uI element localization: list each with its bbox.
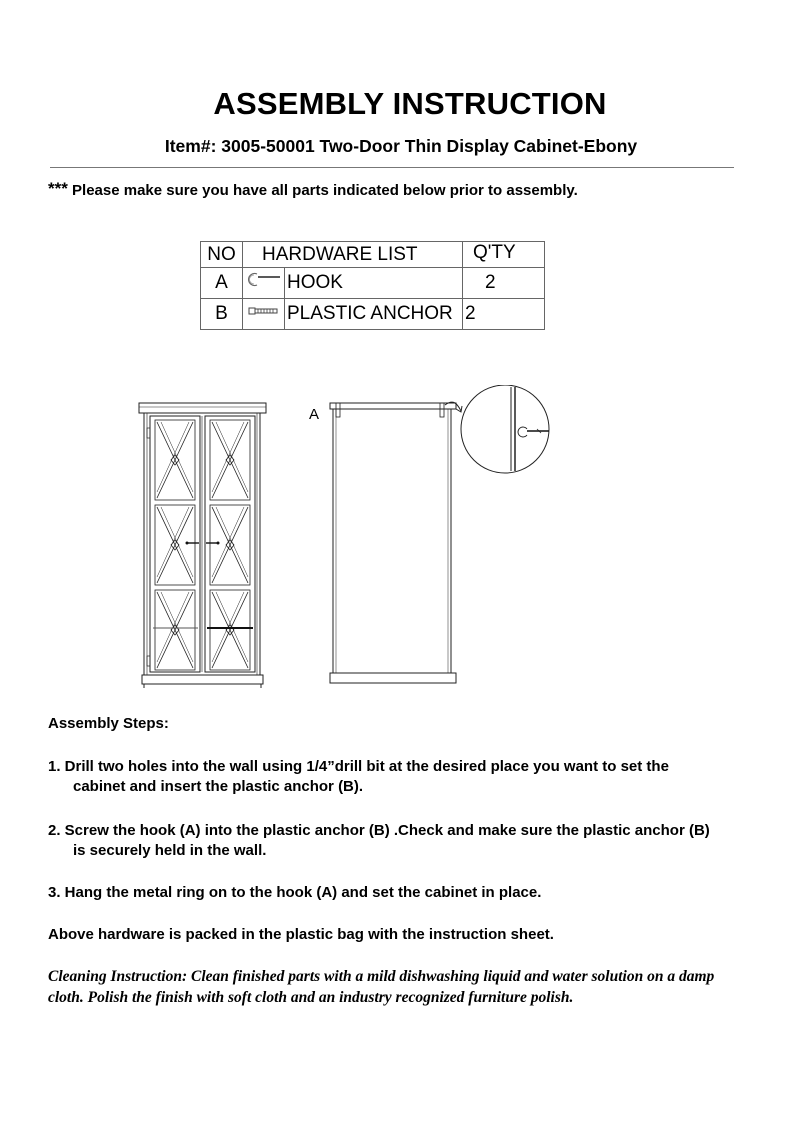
step-2-line-1: 2. Screw the hook (A) into the plastic anchor (B) .Check and make sure the plastic anchor (B) [48, 822, 710, 839]
assembly-steps [48, 714, 778, 945]
notice-stars: *** [48, 179, 68, 198]
row-qty [463, 268, 545, 299]
steps-heading: Assembly Steps: [48, 715, 169, 732]
cabinet-side-diagram [305, 385, 565, 690]
header-hardware-list-text: HARDWARE LIST [262, 243, 418, 265]
hook-icon [243, 268, 285, 299]
row-no: A [201, 268, 243, 299]
notice-text: Please make sure you have all parts indicated below prior to assembly. [72, 182, 578, 199]
header-no: NO [201, 242, 243, 268]
cleaning-line-2: cloth. Polish the finish with soft cloth and an industry recognized furniture polish. [48, 989, 574, 1006]
header-hardware-list [243, 242, 463, 268]
row-qty-text: 2 [465, 303, 476, 324]
row-name: HOOK [285, 268, 463, 299]
table-row [201, 299, 545, 330]
panel-cross [212, 592, 248, 668]
header-qty-text: Q'TY [473, 242, 516, 263]
plastic-anchor-icon [243, 299, 285, 330]
panel-cross [157, 592, 193, 668]
table-row [201, 268, 545, 299]
row-qty-text: 2 [485, 272, 496, 293]
packed-note: Above hardware is packed in the plastic bag with the instruction sheet. [48, 926, 554, 943]
hardware-table-header [201, 242, 545, 268]
divider [50, 167, 734, 168]
step-2-line-2: is securely held in the wall. [73, 842, 267, 859]
callout-label-a: A [309, 406, 320, 423]
panel-cross [157, 507, 193, 583]
page-title: ASSEMBLY INSTRUCTION [213, 86, 607, 121]
hardware-table [200, 241, 545, 330]
cleaning-instruction [48, 966, 768, 1008]
row-name: PLASTIC ANCHOR [285, 299, 463, 330]
item-line: Item#: 3005-50001 Two-Door Thin Display Cabinet-Ebony [164, 136, 638, 156]
panel-cross [157, 422, 193, 498]
step-1-line-1: 1. Drill two holes into the wall using 1/4”drill bit at the desired place you want to set the [48, 758, 669, 775]
cleaning-line-1: Cleaning Instruction: Clean finished parts with a mild dishwashing liquid and water solution on a damp [48, 968, 715, 985]
parts-notice [48, 179, 578, 199]
row-no: B [201, 299, 243, 330]
cabinet-front-diagram [135, 398, 270, 690]
step-3: 3. Hang the metal ring on to the hook (A) and set the cabinet in place. [48, 884, 542, 901]
panel-cross [212, 422, 248, 498]
panel-cross [212, 507, 248, 583]
row-qty [463, 299, 545, 330]
header-qty [463, 242, 545, 268]
step-1-line-2: cabinet and insert the plastic anchor (B). [73, 778, 364, 795]
